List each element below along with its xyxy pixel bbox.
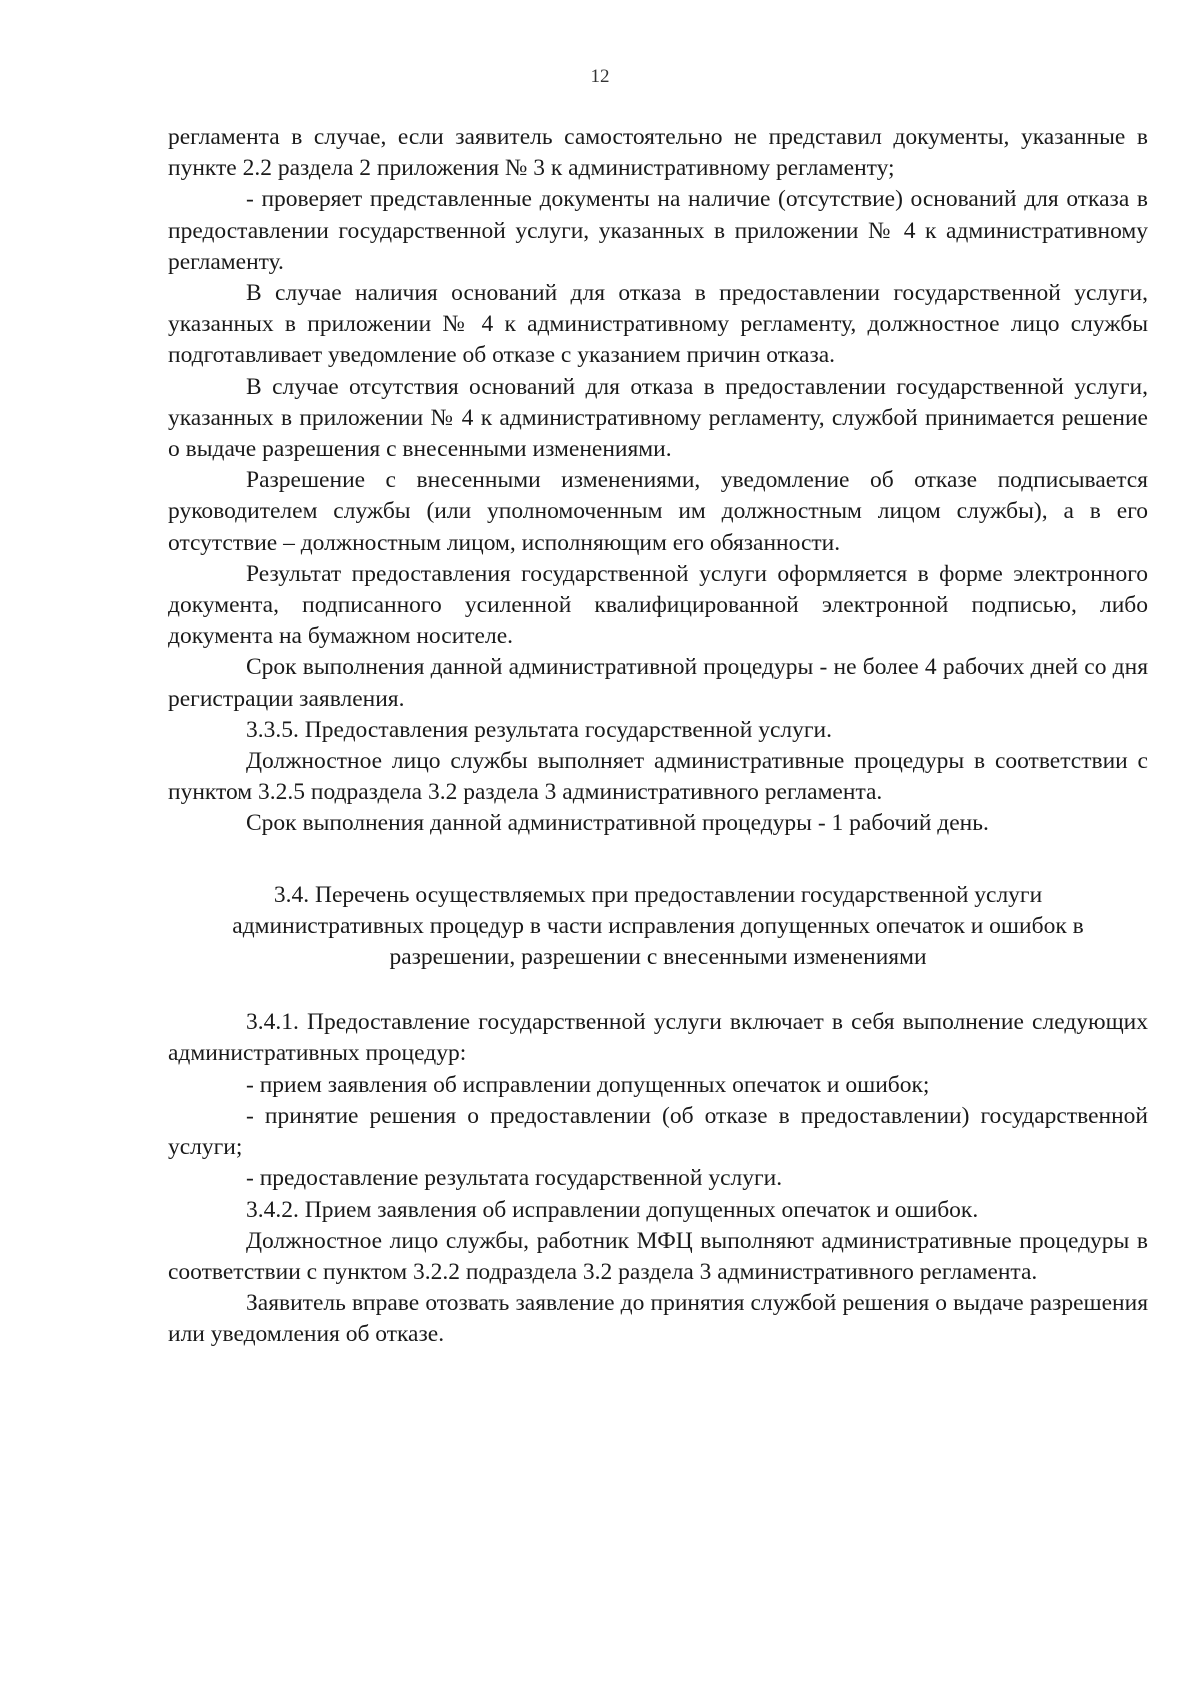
list-item-paragraph: - проверяет представленные документы на наличие (отсутствие) оснований для отказа в предоставлении государственной услуги, указанных в приложении № 4 к административному регламенту. xyxy=(168,186,1148,275)
body-paragraph: 3.3.5. Предоставления результата государственной услуги. xyxy=(246,716,832,743)
page-number: 12 xyxy=(590,66,610,87)
list-item-paragraph: - предоставление результата государственной услуги. xyxy=(246,1165,783,1192)
body-paragraph: Срок выполнения данной административной процедуры - 1 рабочий день. xyxy=(246,810,989,837)
list-item-paragraph: - прием заявления об исправлении допущенных опечаток и ошибок; xyxy=(246,1071,930,1098)
body-paragraph: Срок выполнения данной административной процедуры - не более 4 рабочих дней со дня регистрации заявления. xyxy=(168,654,1148,712)
body-paragraph: В случае отсутствия оснований для отказа в предоставлении государственной услуги, указанных в приложении № 4 к административному регламенту, службой принимается решение о выдаче разрешения с внесенными изменениями. xyxy=(168,373,1148,463)
list-item-paragraph: - принятие решения о предоставлении (об отказе в предоставлении) государственной услуги; xyxy=(168,1102,1148,1161)
body-paragraph: В случае наличия оснований для отказа в предоставлении государственной услуги, указанных в приложении № 4 к административному регламенту, должностное лицо службы подготавливает уведомление об отказе с указанием причин отказа. xyxy=(168,280,1148,369)
body-paragraph: Должностное лицо службы выполняет административные процедуры в соответствии с пунктом 3.2.5 подраздела 3.2 раздела 3 административного регламента. xyxy=(168,748,1148,806)
paragraphs-after-heading xyxy=(168,1007,1148,1350)
body-paragraph: 3.4.2. Прием заявления об исправлении допущенных опечаток и ошибок. xyxy=(246,1196,979,1223)
body-paragraph: Заявитель вправе отозвать заявление до принятия службой решения о выдаче разрешения или уведомления об отказе. xyxy=(168,1290,1148,1348)
body-paragraph: Разрешение с внесенными изменениями, уведомление об отказе подписывается руководителем службы (или уполномоченным им должностным лицом службы), а в его отсутствие – должностным лицом, исполняющим его обязанности. xyxy=(168,467,1148,556)
body-paragraph: Должностное лицо службы, работник МФЦ выполняют административные процедуры в соответствии с пунктом 3.2.2 подраздела 3.2 раздела 3 административного регламента. xyxy=(168,1227,1148,1285)
section-heading: 3.4. Перечень осуществляемых при предоставлении государственной услуги административных процедур в части исправления допущенных опечаток и ошибок в разрешении, разрешении с внесенными изменениями xyxy=(232,881,1084,971)
body-paragraph: 3.4.1. Предоставление государственной услуги включает в себя выполнение следующих административных процедур: xyxy=(168,1009,1148,1067)
document-body xyxy=(168,122,1148,1351)
body-paragraph: Результат предоставления государственной услуги оформляется в форме электронного документа, подписанного усиленной квалифицированной электронной подписью, либо документа на бумажном носителе. xyxy=(168,560,1148,650)
paragraphs-before-heading xyxy=(168,122,1148,840)
body-paragraph: регламента в случае, если заявитель самостоятельно не представил документы, указанные в пункте 2.2 раздела 2 приложения № 3 к административному регламенту; xyxy=(168,124,1148,182)
